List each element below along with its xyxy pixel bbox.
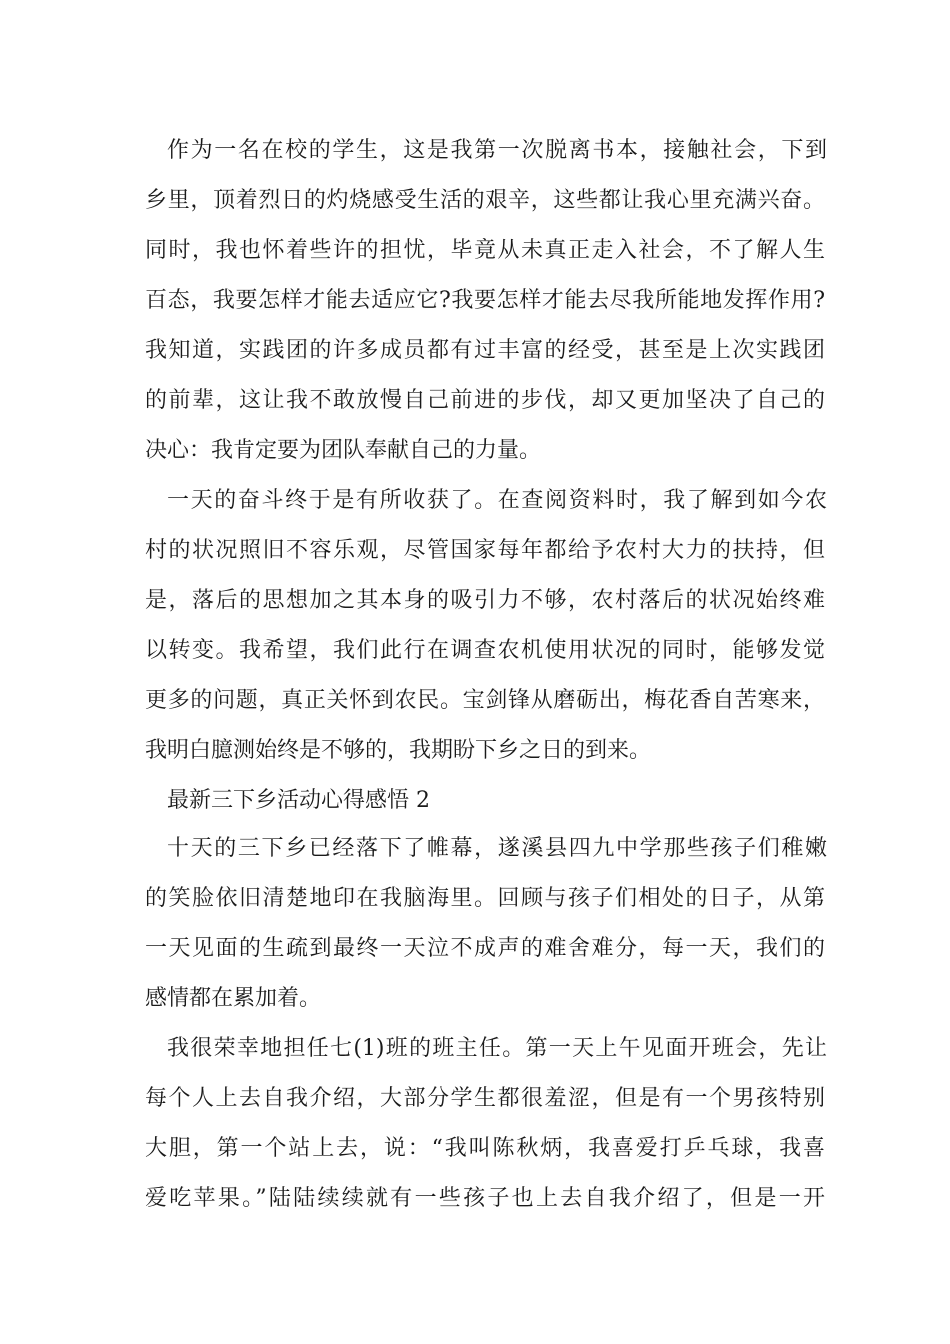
text-line: 作为一名在校的学生，这是我第一次脱离书本，接触社会，下到 [167,138,827,163]
text-line: 的前辈，这让我不敢放慢自己前进的步伐，却又更加坚决了自己的 [145,388,825,413]
text-line: 同时，我也怀着些许的担忧，毕竟从未真正走入社会，不了解人生 [145,238,825,263]
text-line: 以转变。我希望，我们此行在调查农机使用状况的同时，能够发觉 [145,638,825,663]
text-line: 百态，我要怎样才能去适应它?我要怎样才能去尽我所能地发挥作用? [145,288,825,313]
text-line: 大胆，第一个站上去，说：“我叫陈秋炳，我喜爱打乒乓球，我喜 [145,1136,825,1161]
text-line: 感情都在累加着。 [145,986,322,1011]
text-line: 决心：我肯定要为团队奉献自己的力量。 [145,438,542,463]
text-line: 乡里，顶着烈日的灼烧感受生活的艰辛，这些都让我心里充满兴奋。 [145,188,825,213]
text-line: 村的状况照旧不容乐观，尽管国家每年都给予农村大力的扶持，但 [145,538,825,563]
text-line: 一天见面的生疏到最终一天泣不成声的难舍难分，每一天，我们的 [145,936,825,961]
text-line: 爱吃苹果。”陆陆续续就有一些孩子也上去自我介绍了，但是一开 [145,1186,825,1211]
text-line: 十天的三下乡已经落下了帷幕，遂溪县四九中学那些孩子们稚嫩 [167,836,827,861]
text-line: 我知道，实践团的许多成员都有过丰富的经受，甚至是上次实践团 [145,338,825,363]
text-line: 一天的奋斗终于是有所收获了。在查阅资料时，我了解到如今农 [167,488,827,513]
text-line: 每个人上去自我介绍，大部分学生都很羞涩，但是有一个男孩特别 [145,1086,825,1111]
text-line: 我明白臆测始终是不够的，我期盼下乡之日的到来。 [145,738,652,763]
text-line: 是，落后的思想加之其本身的吸引力不够，农村落后的状况始终难 [145,588,825,613]
text-line: 更多的问题，真正关怀到农民。宝剑锋从磨砺出，梅花香自苦寒来， [145,688,825,713]
text-line: 的笑脸依旧清楚地印在我脑海里。回顾与孩子们相处的日子，从第 [145,886,825,911]
section-heading: 最新三下乡活动心得感悟 2 [167,788,430,813]
text-line: 我很荣幸地担任七(1)班的班主任。第一天上午见面开班会，先让 [167,1036,827,1061]
